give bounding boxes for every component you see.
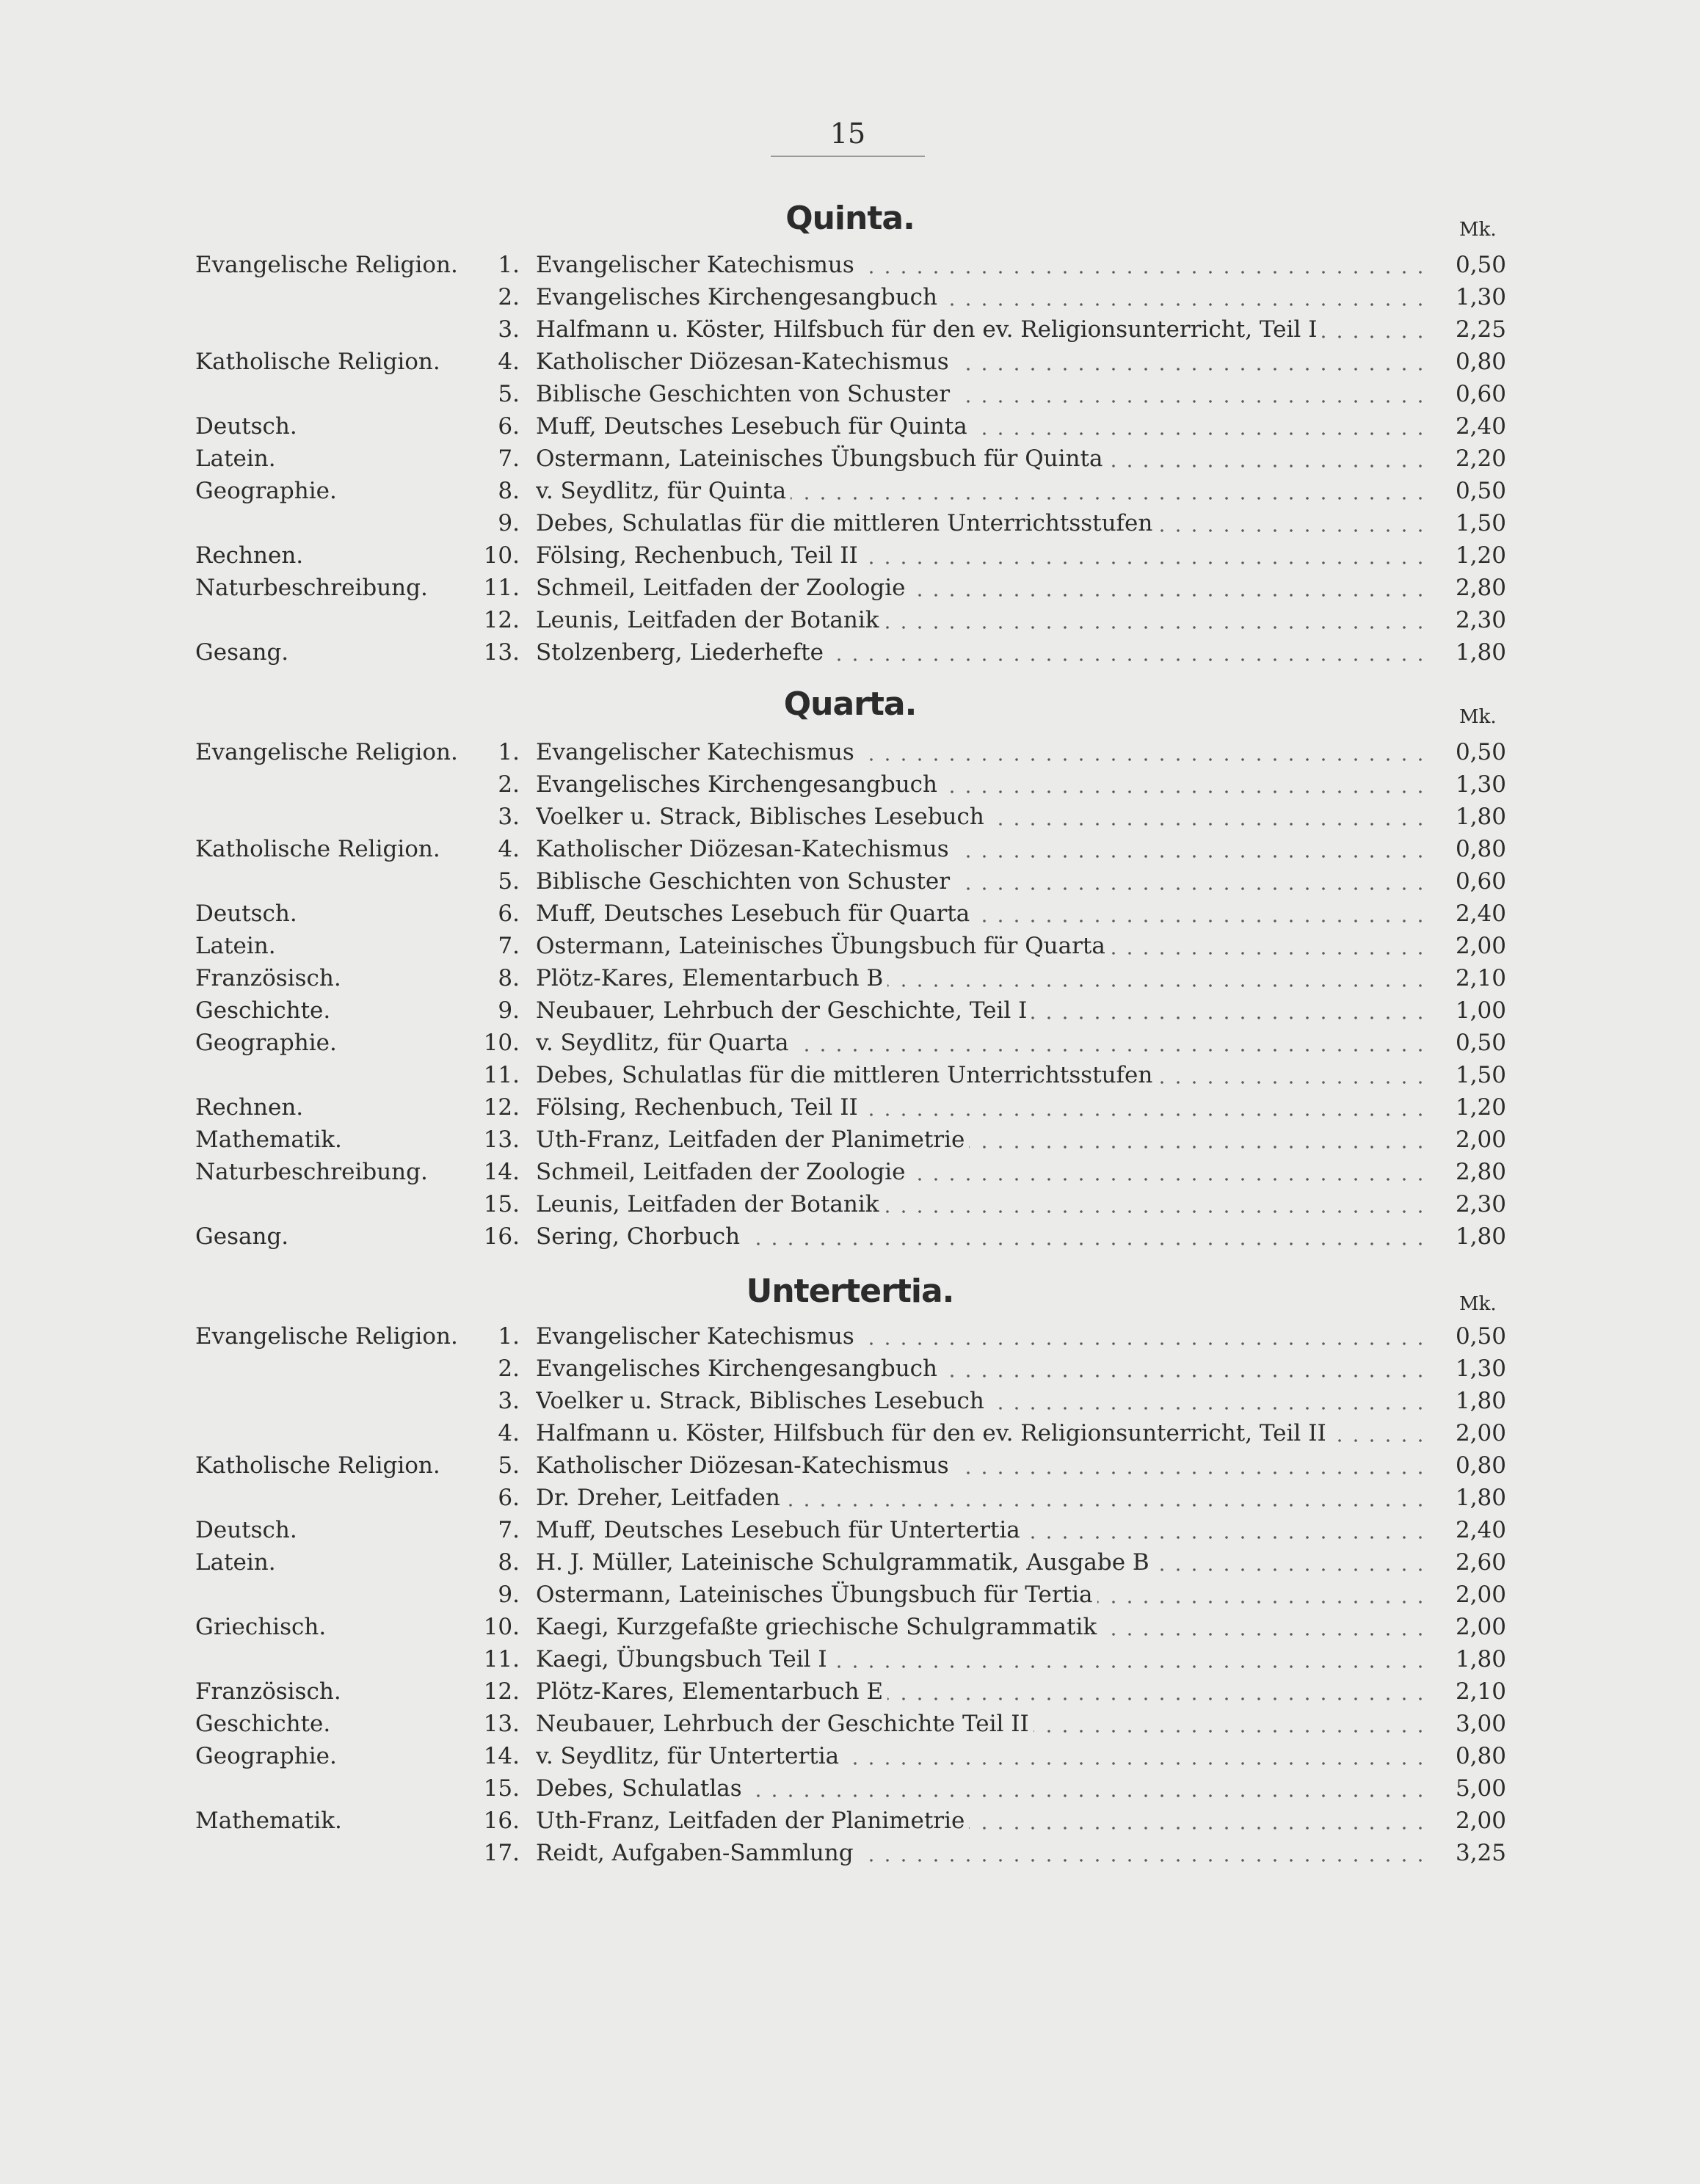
book-price: 1,20 — [1455, 1094, 1506, 1121]
item-number: 12. — [483, 1678, 520, 1705]
subject-label: Geographie. — [195, 1743, 337, 1769]
subject-label: Geographie. — [195, 478, 337, 504]
subject-label: Geschichte. — [195, 997, 331, 1024]
book-title-text: Evangelisches Kirchengesangbuch — [536, 1355, 942, 1382]
item-number: 3. — [498, 316, 520, 343]
item-number: 2. — [498, 1355, 520, 1382]
book-row — [0, 866, 1700, 898]
item-number: 1. — [498, 739, 520, 765]
book-title-text: v. Seydlitz, für Quarta — [536, 1030, 793, 1056]
book-title-text: Debes, Schulatlas für die mittleren Unterrichtsstufen — [536, 1062, 1157, 1088]
book-title-text: Katholischer Diözesan-Katechismus — [536, 836, 953, 862]
book-title — [536, 1708, 1433, 1739]
book-row — [0, 1060, 1700, 1092]
book-row — [0, 1157, 1700, 1189]
book-price: 1,30 — [1455, 284, 1506, 310]
subject-label: Mathematik. — [195, 1126, 342, 1153]
book-price: 2,00 — [1455, 933, 1506, 959]
book-row — [0, 1450, 1700, 1482]
book-title — [536, 1773, 1433, 1804]
book-title-text: Katholischer Diözesan-Katechismus — [536, 1452, 953, 1479]
book-title-text: Evangelischer Katechismus — [536, 739, 859, 765]
book-row — [0, 1221, 1700, 1253]
book-price: 0,50 — [1455, 739, 1506, 765]
book-title-text: Schmeil, Leitfaden der Zoologie — [536, 575, 910, 601]
book-title-text: H. J. Müller, Lateinische Schulgrammatik, Ausgabe B — [536, 1549, 1154, 1576]
book-title — [536, 637, 1433, 668]
item-number: 3. — [498, 1388, 520, 1414]
book-row — [0, 1353, 1700, 1386]
book-title-text: v. Seydlitz, für Untertertia — [536, 1743, 843, 1769]
book-row — [0, 898, 1700, 931]
book-row — [0, 637, 1700, 669]
currency-unit: Mk. — [1459, 706, 1497, 728]
book-price: 1,80 — [1455, 1223, 1506, 1250]
book-title — [536, 1221, 1433, 1252]
item-number: 14. — [483, 1743, 520, 1769]
item-number: 4. — [498, 836, 520, 862]
book-title — [536, 443, 1433, 474]
subject-label: Französisch. — [195, 1678, 341, 1705]
subject-label: Evangelische Religion. — [195, 1323, 458, 1350]
book-title-text: Schmeil, Leitfaden der Zoologie — [536, 1159, 910, 1185]
subject-label: Evangelische Religion. — [195, 739, 458, 765]
book-title — [536, 737, 1433, 768]
book-row — [0, 1515, 1700, 1547]
item-number: 16. — [483, 1223, 520, 1250]
book-title-text: Plötz-Kares, Elementarbuch B — [536, 965, 887, 991]
book-title — [536, 866, 1433, 897]
book-row — [0, 508, 1700, 540]
book-row — [0, 1676, 1700, 1708]
book-title — [536, 1579, 1433, 1610]
book-title-text: Leunis, Leitfaden der Botanik — [536, 1191, 884, 1217]
item-number: 1. — [498, 252, 520, 278]
book-row — [0, 1579, 1700, 1612]
book-row — [0, 411, 1700, 443]
subject-label: Naturbeschreibung. — [195, 575, 428, 601]
book-title — [536, 1386, 1433, 1416]
item-number: 3. — [498, 804, 520, 830]
book-row — [0, 476, 1700, 508]
book-row — [0, 1773, 1700, 1805]
book-title-text: Voelker u. Strack, Biblisches Lesebuch — [536, 1388, 989, 1414]
book-title — [536, 834, 1433, 864]
book-price: 1,80 — [1455, 1388, 1506, 1414]
book-title-text: Biblische Geschichten von Schuster — [536, 868, 954, 895]
book-row — [0, 1708, 1700, 1741]
book-price: 2,10 — [1455, 1678, 1506, 1705]
book-price: 5,00 — [1455, 1775, 1506, 1802]
book-title-text: Ostermann, Lateinisches Übungsbuch für Tertia — [536, 1581, 1097, 1608]
book-price: 2,25 — [1455, 316, 1506, 343]
book-title — [536, 1838, 1433, 1868]
book-title-text: Leunis, Leitfaden der Botanik — [536, 607, 884, 633]
book-title — [536, 1482, 1433, 1513]
subject-label: Latein. — [195, 1549, 276, 1576]
book-title — [536, 346, 1433, 377]
book-price: 2,00 — [1455, 1126, 1506, 1153]
book-row — [0, 834, 1700, 866]
book-title — [536, 1450, 1433, 1481]
book-row — [0, 769, 1700, 801]
book-row — [0, 1612, 1700, 1644]
book-price: 2,80 — [1455, 575, 1506, 601]
book-price: 1,00 — [1455, 997, 1506, 1024]
book-title — [536, 605, 1433, 636]
book-price: 0,80 — [1455, 1743, 1506, 1769]
book-title — [536, 769, 1433, 800]
book-title-text: Muff, Deutsches Lesebuch für Quarta — [536, 900, 974, 927]
book-price: 3,25 — [1455, 1840, 1506, 1866]
book-price: 1,80 — [1455, 1646, 1506, 1672]
book-price: 2,30 — [1455, 1191, 1506, 1217]
item-number: 5. — [498, 868, 520, 895]
book-title — [536, 995, 1433, 1026]
book-row — [0, 1547, 1700, 1579]
book-price: 2,40 — [1455, 413, 1506, 440]
book-title-text: Evangelischer Katechismus — [536, 252, 859, 278]
subject-label: Französisch. — [195, 965, 341, 991]
subject-label: Mathematik. — [195, 1808, 342, 1834]
book-title — [536, 931, 1433, 961]
book-row — [0, 1027, 1700, 1060]
book-price: 3,00 — [1455, 1711, 1506, 1737]
book-title — [536, 1321, 1433, 1352]
item-number: 12. — [483, 1094, 520, 1121]
book-row — [0, 540, 1700, 572]
book-title-text: Kaegi, Übungsbuch Teil I — [536, 1646, 832, 1672]
book-title-text: Sering, Chorbuch — [536, 1223, 744, 1250]
book-row — [0, 346, 1700, 379]
book-row — [0, 1838, 1700, 1870]
item-number: 9. — [498, 997, 520, 1024]
section-heading: Quarta. — [783, 685, 917, 723]
subject-label: Naturbeschreibung. — [195, 1159, 428, 1185]
book-title-text: v. Seydlitz, für Quinta — [536, 478, 791, 504]
subject-label: Latein. — [195, 445, 276, 472]
book-title — [536, 1741, 1433, 1772]
subject-label: Latein. — [195, 933, 276, 959]
book-price: 1,30 — [1455, 771, 1506, 798]
book-row — [0, 443, 1700, 476]
book-price: 0,60 — [1455, 381, 1506, 407]
book-title-text: Katholischer Diözesan-Katechismus — [536, 349, 953, 375]
book-price: 0,50 — [1455, 252, 1506, 278]
book-price: 0,80 — [1455, 836, 1506, 862]
book-row — [0, 931, 1700, 963]
subject-label: Katholische Religion. — [195, 349, 440, 375]
book-title-text: Neubauer, Lehrbuch der Geschichte, Teil I — [536, 997, 1031, 1024]
subject-label: Geschichte. — [195, 1711, 331, 1737]
item-number: 5. — [498, 381, 520, 407]
book-title-text: Debes, Schulatlas für die mittleren Unterrichtsstufen — [536, 510, 1157, 536]
section-heading: Quinta. — [785, 200, 915, 237]
book-row — [0, 250, 1700, 282]
book-title-text: Fölsing, Rechenbuch, Teil II — [536, 1094, 862, 1121]
book-row — [0, 1189, 1700, 1221]
item-number: 11. — [483, 1062, 520, 1088]
book-title — [536, 411, 1433, 442]
book-title-text: Dr. Dreher, Leitfaden — [536, 1485, 785, 1511]
book-price: 0,80 — [1455, 349, 1506, 375]
book-price: 0,80 — [1455, 1452, 1506, 1479]
subject-label: Rechnen. — [195, 542, 304, 569]
book-title — [536, 1189, 1433, 1220]
book-price: 2,40 — [1455, 900, 1506, 927]
subject-label: Deutsch. — [195, 1517, 297, 1543]
book-row — [0, 1124, 1700, 1157]
subject-label: Griechisch. — [195, 1614, 327, 1640]
book-title — [536, 1418, 1433, 1449]
book-title — [536, 1644, 1433, 1675]
item-number: 13. — [483, 1711, 520, 1737]
subject-label: Katholische Religion. — [195, 836, 440, 862]
item-number: 13. — [483, 639, 520, 666]
book-title-text: Muff, Deutsches Lesebuch für Untertertia — [536, 1517, 1025, 1543]
book-title — [536, 963, 1433, 994]
book-title — [536, 282, 1433, 313]
item-number: 5. — [498, 1452, 520, 1479]
book-price: 2,30 — [1455, 607, 1506, 633]
book-title — [536, 1124, 1433, 1155]
book-price: 0,50 — [1455, 478, 1506, 504]
book-price: 2,10 — [1455, 965, 1506, 991]
book-title-text: Stolzenberg, Liederhefte — [536, 639, 828, 666]
book-price: 1,30 — [1455, 1355, 1506, 1382]
book-price: 0,50 — [1455, 1030, 1506, 1056]
book-title — [536, 540, 1433, 571]
book-row — [0, 737, 1700, 769]
book-title-text: Evangelisches Kirchengesangbuch — [536, 284, 942, 310]
item-number: 2. — [498, 771, 520, 798]
book-row — [0, 282, 1700, 314]
book-row — [0, 605, 1700, 637]
book-price: 2,40 — [1455, 1517, 1506, 1543]
book-price: 1,80 — [1455, 639, 1506, 666]
subject-label: Rechnen. — [195, 1094, 304, 1121]
book-title — [536, 1353, 1433, 1384]
book-row — [0, 1482, 1700, 1515]
item-number: 6. — [498, 413, 520, 440]
subject-label: Geographie. — [195, 1030, 337, 1056]
item-number: 7. — [498, 1517, 520, 1543]
book-title-text: Uth-Franz, Leitfaden der Planimetrie — [536, 1808, 969, 1834]
item-number: 14. — [483, 1159, 520, 1185]
book-title-text: Biblische Geschichten von Schuster — [536, 381, 954, 407]
book-row — [0, 1741, 1700, 1773]
book-price: 0,50 — [1455, 1323, 1506, 1350]
book-title — [536, 1027, 1433, 1058]
book-title — [536, 1612, 1433, 1642]
book-title-text: Ostermann, Lateinisches Übungsbuch für Quarta — [536, 933, 1110, 959]
item-number: 4. — [498, 1420, 520, 1446]
book-title — [536, 250, 1433, 280]
book-price: 2,00 — [1455, 1614, 1506, 1640]
item-number: 10. — [483, 542, 520, 569]
item-number: 8. — [498, 965, 520, 991]
item-number: 11. — [483, 575, 520, 601]
book-title-text: Halfmann u. Köster, Hilfsbuch für den ev. Religionsunterricht, Teil I — [536, 316, 1321, 343]
subject-label: Deutsch. — [195, 900, 297, 927]
item-number: 7. — [498, 445, 520, 472]
book-title-text: Debes, Schulatlas — [536, 1775, 747, 1802]
currency-unit: Mk. — [1459, 219, 1497, 241]
book-row — [0, 1092, 1700, 1124]
book-price: 2,80 — [1455, 1159, 1506, 1185]
item-number: 6. — [498, 900, 520, 927]
book-row — [0, 995, 1700, 1027]
item-number: 1. — [498, 1323, 520, 1350]
subject-label: Gesang. — [195, 1223, 289, 1250]
book-row — [0, 314, 1700, 346]
book-price: 1,80 — [1455, 804, 1506, 830]
item-number: 8. — [498, 478, 520, 504]
book-title — [536, 1092, 1433, 1123]
book-title-text: Kaegi, Kurzgefaßte griechische Schulgrammatik — [536, 1614, 1101, 1640]
book-price: 2,00 — [1455, 1808, 1506, 1834]
item-number: 6. — [498, 1485, 520, 1511]
book-price: 0,60 — [1455, 868, 1506, 895]
book-title-text: Plötz-Kares, Elementarbuch E — [536, 1678, 887, 1705]
book-row — [0, 572, 1700, 605]
book-row — [0, 1805, 1700, 1838]
subject-label: Gesang. — [195, 639, 289, 666]
item-number: 2. — [498, 284, 520, 310]
book-row — [0, 963, 1700, 995]
item-number: 16. — [483, 1808, 520, 1834]
book-title — [536, 476, 1433, 506]
book-title — [536, 1676, 1433, 1707]
item-number: 13. — [483, 1126, 520, 1153]
section-heading: Untertertia. — [746, 1273, 954, 1310]
book-title-text: Evangelischer Katechismus — [536, 1323, 859, 1350]
book-price: 1,50 — [1455, 510, 1506, 536]
item-number: 10. — [483, 1614, 520, 1640]
currency-unit: Mk. — [1459, 1293, 1497, 1315]
subject-label: Katholische Religion. — [195, 1452, 440, 1479]
item-number: 7. — [498, 933, 520, 959]
book-title-text: Fölsing, Rechenbuch, Teil II — [536, 542, 862, 569]
book-row — [0, 1644, 1700, 1676]
item-number: 17. — [483, 1840, 520, 1866]
book-title-text: Neubauer, Lehrbuch der Geschichte Teil II — [536, 1711, 1034, 1737]
item-number: 4. — [498, 349, 520, 375]
book-title-text: Ostermann, Lateinisches Übungsbuch für Quinta — [536, 445, 1107, 472]
book-price: 1,80 — [1455, 1485, 1506, 1511]
book-row — [0, 379, 1700, 411]
book-title-text: Muff, Deutsches Lesebuch für Quinta — [536, 413, 972, 440]
book-title — [536, 508, 1433, 539]
book-title — [536, 898, 1433, 929]
item-number: 12. — [483, 607, 520, 633]
book-title — [536, 1547, 1433, 1578]
book-title — [536, 1060, 1433, 1091]
item-number: 9. — [498, 510, 520, 536]
book-price: 2,60 — [1455, 1549, 1506, 1576]
book-title — [536, 1515, 1433, 1546]
book-title — [536, 314, 1433, 345]
book-title-text: Evangelisches Kirchengesangbuch — [536, 771, 942, 798]
item-number: 15. — [483, 1775, 520, 1802]
item-number: 8. — [498, 1549, 520, 1576]
book-row — [0, 1386, 1700, 1418]
item-number: 10. — [483, 1030, 520, 1056]
book-row — [0, 1321, 1700, 1353]
book-title — [536, 572, 1433, 603]
book-title — [536, 1157, 1433, 1187]
page-number: 15 — [771, 116, 925, 157]
subject-label: Evangelische Religion. — [195, 252, 458, 278]
book-price: 1,20 — [1455, 542, 1506, 569]
item-number: 15. — [483, 1191, 520, 1217]
item-number: 9. — [498, 1581, 520, 1608]
book-title — [536, 801, 1433, 832]
book-title-text: Uth-Franz, Leitfaden der Planimetrie — [536, 1126, 969, 1153]
book-price: 2,20 — [1455, 445, 1506, 472]
book-title — [536, 379, 1433, 410]
book-title — [536, 1805, 1433, 1836]
item-number: 11. — [483, 1646, 520, 1672]
book-price: 1,50 — [1455, 1062, 1506, 1088]
book-title-text: Reidt, Aufgaben-Sammlung — [536, 1840, 858, 1866]
book-title-text: Halfmann u. Köster, Hilfsbuch für den ev. Religionsunterricht, Teil II — [536, 1420, 1331, 1446]
book-row — [0, 801, 1700, 834]
subject-label: Deutsch. — [195, 413, 297, 440]
book-title-text: Voelker u. Strack, Biblisches Lesebuch — [536, 804, 989, 830]
book-row — [0, 1418, 1700, 1450]
book-price: 2,00 — [1455, 1420, 1506, 1446]
book-price: 2,00 — [1455, 1581, 1506, 1608]
